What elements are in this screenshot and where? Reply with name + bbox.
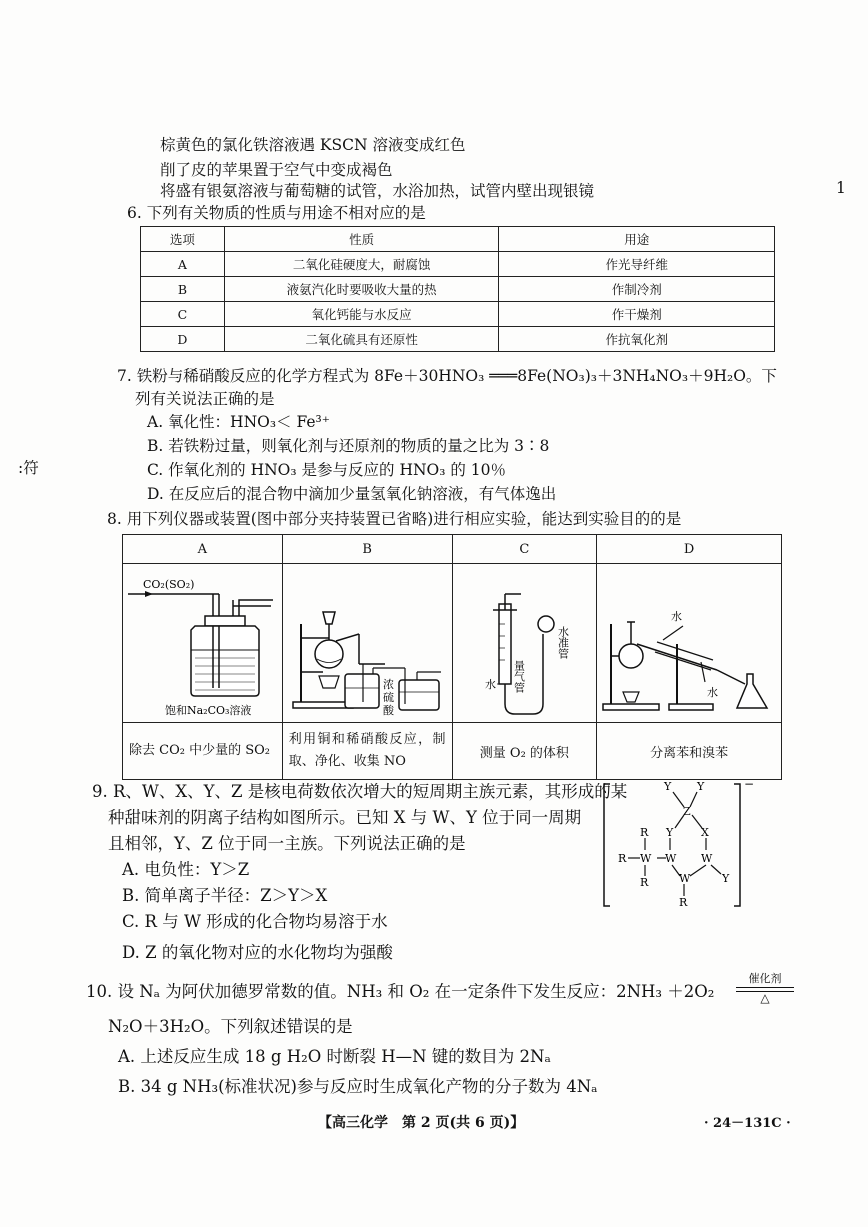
figure-label: 水 — [707, 686, 719, 699]
q9-option-a: A. 电负性：Y＞Z — [122, 860, 250, 879]
q10-option-a: A. 上述反应生成 18 g H₂O 时断裂 H—N 键的数目为 2Nₐ — [118, 1047, 551, 1066]
page-footer: 【高三化学 第 2 页(共 6 页)】 — [318, 1115, 525, 1131]
figure-label: CO₂(SO₂) — [143, 578, 195, 591]
cell: 氧化钙能与水反应 — [224, 302, 499, 327]
col-header: A — [123, 535, 283, 564]
figure-label: 饱和Na₂CO₃溶液 — [165, 704, 252, 717]
atom-label: X — [701, 826, 709, 839]
figure-c — [452, 564, 597, 723]
caption-d: 分离苯和溴苯 — [597, 723, 782, 780]
atom-label: R — [679, 896, 688, 909]
q6-stem: 6. 下列有关物质的性质与用途不相对应的是 — [127, 204, 426, 222]
q5-option-b: 棕黄色的氯化铁溶液遇 KSCN 溶液变成红色 — [160, 136, 466, 154]
caption-c: 测量 O₂ 的体积 — [452, 723, 597, 780]
table-row — [141, 277, 775, 302]
atom-label: Y — [697, 780, 705, 793]
cell: D — [141, 327, 225, 352]
q7-option-a: A. 氧化性：HNO₃＜ Fe³⁺ — [147, 413, 330, 431]
q5-option-c: 削了皮的苹果置于空气中变成褐色 — [160, 161, 393, 179]
reaction-arrow-top — [736, 987, 794, 988]
q10-option-b: B. 34 g NH₃(标准状况)参与反应时生成氧化产物的分子数为 4Nₐ — [118, 1077, 598, 1096]
cell: B — [141, 277, 225, 302]
atom-label: Z — [683, 805, 691, 818]
atom-label: Y — [664, 780, 672, 793]
margin-binding-mark: :符 — [18, 459, 39, 477]
cell: 作光导纤维 — [499, 252, 775, 277]
q7-option-d: D. 在反应后的混合物中滴加少量氢氧化钠溶液，有气体逸出 — [147, 485, 557, 503]
table-header-row — [141, 227, 775, 252]
atom-label: W — [679, 872, 691, 885]
col-header: B — [282, 535, 452, 564]
q7-option-b: B. 若铁粉过量，则氧化剂与还原剂的物质的量之比为 3∶8 — [147, 437, 550, 455]
atom-label: W — [665, 852, 677, 865]
table-row — [141, 252, 775, 277]
q9-stem-line1: 9. R、W、X、Y、Z 是核电荷数依次增大的短周期主族元素，其形成的某 — [92, 782, 628, 801]
caption-row — [123, 723, 782, 780]
table-header-row — [123, 535, 782, 564]
atom-label: R — [618, 852, 627, 865]
atom-label: W — [640, 852, 652, 865]
q7-stem-line2: 列有关说法正确的是 — [135, 390, 275, 408]
col-header: 用途 — [499, 227, 775, 252]
q9-option-b: B. 简单离子半径：Z＞Y＞X — [122, 886, 328, 905]
gas-burette-figure — [453, 564, 596, 718]
figure-a — [123, 564, 283, 723]
q9-option-d: D. Z 的氧化物对应的水化物均为强酸 — [122, 943, 393, 962]
table-row — [141, 327, 775, 352]
q7-stem-line1: 7. 铁粉与稀硝酸反应的化学方程式为 8Fe＋30HNO₃ ═══8Fe(NO₃)₃＋3NH₄NO₃＋9H₂O。下 — [117, 367, 777, 385]
figure-d — [597, 564, 782, 723]
figure-label: 水准管 — [556, 626, 569, 659]
no-preparation-figure — [283, 564, 451, 718]
q10-line2: N₂O＋3H₂O。下列叙述错误的是 — [108, 1017, 353, 1036]
q5-option-d: 将盛有银氨溶液与葡萄糖的试管，水浴加热，试管内壁出现银镜 — [160, 182, 595, 200]
q8-stem: 8. 用下列仪器或装置(图中部分夹持装置已省略)进行相应实验，能达到实验目的的是 — [107, 510, 682, 528]
col-header: D — [597, 535, 782, 564]
q10-line1: 10. 设 Nₐ 为阿伏加德罗常数的值。NH₃ 和 O₂ 在一定条件下发生反应：2NH₃ ＋2O₂ — [86, 982, 715, 1001]
gas-washing-bottle-figure — [123, 564, 281, 718]
col-header: 选项 — [141, 227, 225, 252]
col-header: C — [452, 535, 597, 564]
q8-table — [122, 534, 782, 780]
atom-label: Y — [666, 826, 674, 839]
figure-label: 硫 — [382, 691, 394, 704]
atom-label: W — [701, 852, 713, 865]
figure-label: 酸 — [382, 704, 394, 717]
q6-table — [140, 226, 775, 352]
atom-label: Y — [722, 872, 730, 885]
cell: 二氧化硅硬度大，耐腐蚀 — [224, 252, 499, 277]
cell: A — [141, 252, 225, 277]
q9-option-c: C. R 与 W 形成的化合物均易溶于水 — [122, 912, 388, 931]
anion-structure-figure — [600, 776, 760, 912]
q7-option-c: C. 作氧化剂的 HNO₃ 是参与反应的 HNO₃ 的 10％ — [147, 461, 507, 479]
figure-label: 浓 — [382, 678, 394, 691]
table-row — [141, 302, 775, 327]
distillation-figure — [597, 564, 780, 718]
cell: 二氧化硫具有还原性 — [224, 327, 499, 352]
figure-label: 水 — [671, 610, 683, 623]
margin-page-mark: 1 — [836, 179, 846, 197]
cell: 作抗氧化剂 — [499, 327, 775, 352]
cell: 作干燥剂 — [499, 302, 775, 327]
cell: 作制冷剂 — [499, 277, 775, 302]
heat-symbol: △ — [760, 991, 770, 1005]
col-header: 性质 — [224, 227, 499, 252]
caption-a: 除去 CO₂ 中少量的 SO₂ — [123, 723, 283, 780]
figure-row — [123, 564, 782, 723]
figure-b — [282, 564, 452, 723]
catalyst-label: 催化剂 — [748, 972, 782, 985]
charge-label: − — [744, 777, 755, 791]
figure-label: 水 — [484, 678, 496, 691]
q9-stem-line2: 种甜味剂的阴离子结构如图所示。已知 X 与 W、Y 位于同一周期 — [108, 808, 582, 827]
cell: 液氨汽化时要吸收大量的热 — [224, 277, 499, 302]
figure-label: 量气管 — [512, 660, 525, 693]
q9-stem-line3: 且相邻，Y、Z 位于同一主族。下列说法正确的是 — [108, 834, 466, 853]
atom-label: R — [640, 826, 649, 839]
atom-label: R — [640, 876, 649, 889]
paper-code: · 24－131C · — [704, 1116, 791, 1131]
caption-b: 利用铜和稀硝酸反应，制取、净化、收集 NO — [282, 723, 452, 780]
cell: C — [141, 302, 225, 327]
